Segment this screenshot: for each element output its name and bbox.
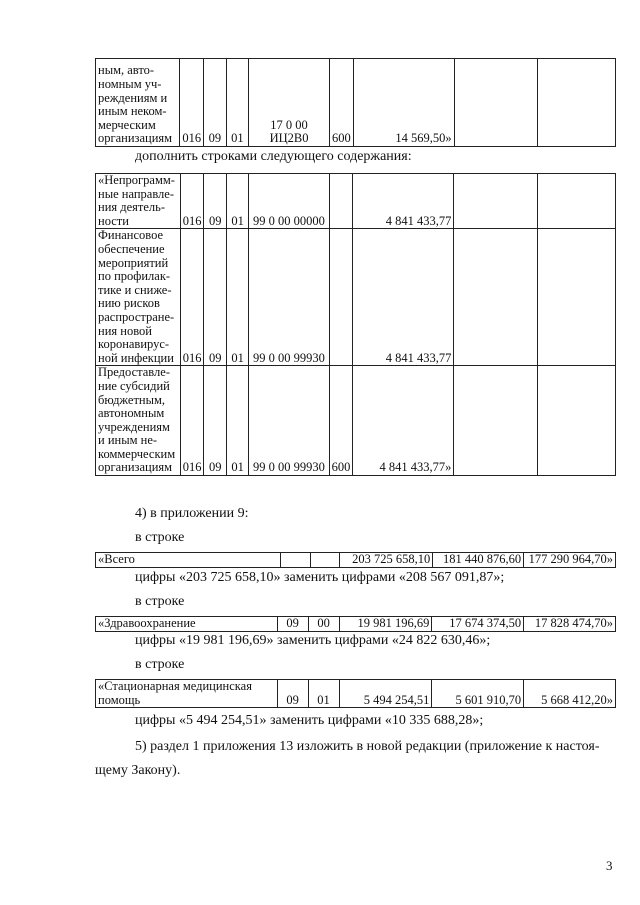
cell-amount: 14 569,50» xyxy=(353,59,454,147)
table-row xyxy=(96,229,616,366)
cell-empty xyxy=(537,229,615,366)
cell-empty xyxy=(454,59,537,147)
cell-section: 09 xyxy=(277,680,308,708)
replace-text-3: цифры «5 494 254,51» заменить цифрами «10 335 688,28»; xyxy=(135,713,484,728)
cell-empty xyxy=(454,366,538,476)
cell-amount: 4 841 433,77» xyxy=(353,366,454,476)
cell-target-article: 99 0 00 99930 xyxy=(249,366,329,476)
cell-subsection: 01 xyxy=(226,174,248,229)
cell-code: 016 xyxy=(180,174,204,229)
cell-empty xyxy=(454,174,538,229)
cell-expense-type: 600 xyxy=(329,366,353,476)
section-5-line-1: 5) раздел 1 приложения 13 изложить в новой редакции (приложение к настоя- xyxy=(135,739,600,754)
cell-target-article: 99 0 00 00000 xyxy=(249,174,329,229)
row-description: «Непрограмм- ные направле- ния деятель- ности xyxy=(96,174,181,229)
row-label: «Здравоохранение xyxy=(96,617,278,632)
table-healthcare xyxy=(95,616,616,632)
cell-code: 016 xyxy=(180,59,204,147)
cell-target-article: 99 0 00 99930 xyxy=(249,229,329,366)
cell-empty xyxy=(454,229,538,366)
row-description: Финансовое обеспечение мероприятий по профилак- тике и сниже- нию рисков распростране- ния новой коронавирус- ной инфекции xyxy=(96,229,181,366)
cell-expense-type xyxy=(329,229,353,366)
cell-subsection: 01 xyxy=(226,59,248,147)
cell-empty xyxy=(310,553,340,568)
cell-amount: 4 841 433,77 xyxy=(353,174,454,229)
cell-value-1: 203 725 658,10 xyxy=(340,553,433,568)
table-continuation xyxy=(95,58,616,147)
row-description: Предоставле- ние субсидий бюджетным, автономным учреждениям и иным не- коммерческим организациям xyxy=(96,366,181,476)
cell-section: 09 xyxy=(204,174,226,229)
cell-expense-type: 600 xyxy=(329,59,353,147)
cell-section: 09 xyxy=(277,617,308,632)
row-label: «Всего xyxy=(96,553,281,568)
cell-target-article: 17 0 00 ИЦ2В0 xyxy=(249,59,330,147)
cell-section: 09 xyxy=(204,59,226,147)
cell-subsection: 01 xyxy=(226,229,248,366)
cell-value-2: 181 440 876,60 xyxy=(433,553,524,568)
cell-value-1: 5 494 254,51 xyxy=(339,680,432,708)
row-label: «Стационарная медицинская помощь xyxy=(96,680,278,708)
cell-subsection: 00 xyxy=(308,617,339,632)
cell-value-2: 17 674 374,50 xyxy=(432,617,524,632)
replace-text-1: цифры «203 725 658,10» заменить цифрами «208 567 091,87»; xyxy=(135,570,505,585)
cell-section: 09 xyxy=(204,229,226,366)
cell-subsection: 01 xyxy=(308,680,339,708)
cell-value-3: 5 668 412,20» xyxy=(524,680,616,708)
cell-code: 016 xyxy=(180,366,204,476)
cell-value-1: 19 981 196,69 xyxy=(339,617,432,632)
in-row-label: в строке xyxy=(135,594,185,609)
appendix-9-heading: 4) в приложении 9: xyxy=(135,506,249,521)
cell-empty xyxy=(537,174,615,229)
in-row-label: в строке xyxy=(135,657,185,672)
cell-expense-type xyxy=(329,174,353,229)
table-total xyxy=(95,552,616,568)
table-inpatient-care xyxy=(95,679,616,708)
table-row xyxy=(96,366,616,476)
table-added-rows xyxy=(95,173,616,476)
cell-value-3: 177 290 964,70» xyxy=(524,553,616,568)
table-row xyxy=(96,59,616,147)
in-row-label: в строке xyxy=(135,530,185,545)
cell-amount: 4 841 433,77 xyxy=(353,229,454,366)
row-description: ным, авто- номным уч- реждениям и иным неком- мерческим организациям xyxy=(96,59,180,147)
table-row xyxy=(96,680,616,708)
cell-value-2: 5 601 910,70 xyxy=(432,680,524,708)
page-number: 3 xyxy=(606,858,613,873)
cell-section: 09 xyxy=(204,366,226,476)
cell-subsection: 01 xyxy=(226,366,248,476)
cell-empty xyxy=(538,59,616,147)
section-5-line-2: щему Закону). xyxy=(95,763,181,778)
table-row xyxy=(96,617,616,632)
cell-empty xyxy=(537,366,615,476)
table-row xyxy=(96,174,616,229)
add-rows-text: дополнить строками следующего содержания: xyxy=(135,149,412,164)
cell-empty xyxy=(280,553,310,568)
replace-text-2: цифры «19 981 196,69» заменить цифрами «24 822 630,46»; xyxy=(135,633,491,648)
cell-value-3: 17 828 474,70» xyxy=(524,617,616,632)
cell-code: 016 xyxy=(180,229,204,366)
table-row xyxy=(96,553,616,568)
